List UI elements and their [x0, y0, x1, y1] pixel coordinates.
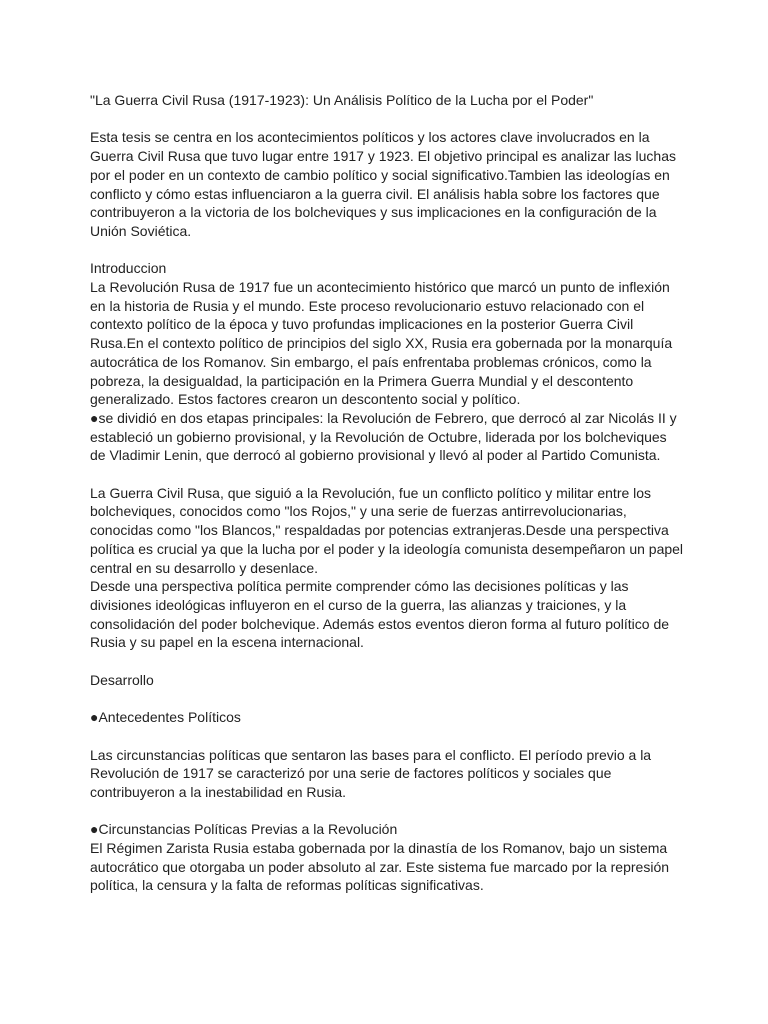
spacer [90, 110, 708, 129]
spacer [90, 689, 708, 708]
bullet-antecedentes-politicos: ●Antecedentes Políticos [90, 709, 241, 726]
abstract-paragraph: Esta tesis se centra en los acontecimientos políticos y los actores clave involucrados en la Guerra Civil Rusa que tuvo lugar entre 1917 y 1923. El objetivo principal es analizar las luchas por el poder en un contexto de cambio político y social significativo.Tambien las ideologías en conflicto y cómo estas influenciaron a la guerra civil. El análisis habla sobre los factores que contribuyeron a la victoria de los bolcheviques y sus implicaciones en la configuración de la Unión Soviética. [90, 129, 676, 239]
document-title: "La Guerra Civil Rusa (1917-1923): Un Análisis Político de la Lucha por el Poder" [90, 92, 594, 108]
spacer [90, 652, 708, 671]
spacer [90, 465, 708, 484]
antecedentes-paragraph: Las circunstancias políticas que sentaron las bases para el conflicto. El período previo a la Revolución de 1917 se caracterizó por una serie de factores políticos y sociales que contribuyeron a la inestabilidad en Rusia. [90, 746, 652, 800]
spacer [90, 727, 708, 746]
development-heading: Desarrollo [90, 671, 154, 688]
intro-paragraph-1: La Revolución Rusa de 1917 fue un acontecimiento histórico que marcó un punto de inflexión en la historia de Rusia y el mundo. Este proceso revolucionario estuvo relacionado con el contexto político de la época y tuvo profundas implicaciones en la posterior Guerra Civil Rusa.En el contexto político de principios del siglo XX, Rusia era gobernada por la monarquía autocrática de los Romanov. Sin embargo, el país enfrentaba problemas crónicos, como la pobreza, la desigualdad, la participación en la Primera Guerra Mundial y el descontento generalizado. Estos factores crearon un descontento social y político. ●se dividió en dos etapas principales: la Revolución de Febrero, que derrocó al zar Nicolás II y estableció un gobierno provisional, y la Revolución de Octubre, liderada por los bolcheviques de Vladimir Lenin, que derrocó al gobierno provisional y llevó al poder al Partido Comunista. [90, 279, 677, 464]
circunstancias-paragraph: ●Circunstancias Políticas Previas a la Revolución El Régimen Zarista Rusia estaba gobernada por la dinastía de los Romanov, bajo un sistema autocrático que otorgaba un poder absoluto al zar. Este sistema fue marcado por la represión política, la censura y la falta de reformas políticas significativas. [90, 821, 670, 894]
spacer [90, 241, 708, 260]
intro-heading: Introduccion [90, 260, 167, 277]
spacer [90, 802, 708, 821]
intro-paragraph-2: La Guerra Civil Rusa, que siguió a la Revolución, fue un conflicto político y militar entre los bolcheviques, conocidos como "los Rojos," y una serie de fuerzas antirrevolucionarias, conocidas como "los Blancos," respaldadas por potencias extranjeras.Desde una perspectiva política es crucial ya que la lucha por el poder y la ideología comunista desempeñaron un papel central en su desarrollo y desenlace. Desde una perspectiva política permite comprender cómo las decisiones políticas y las divisiones ideológicas influyeron en el curso de la guerra, las alianzas y traiciones, y la consolidación del poder bolchevique. Además estos eventos dieron forma al futuro político de Rusia y su papel en la escena internacional. [90, 484, 684, 651]
